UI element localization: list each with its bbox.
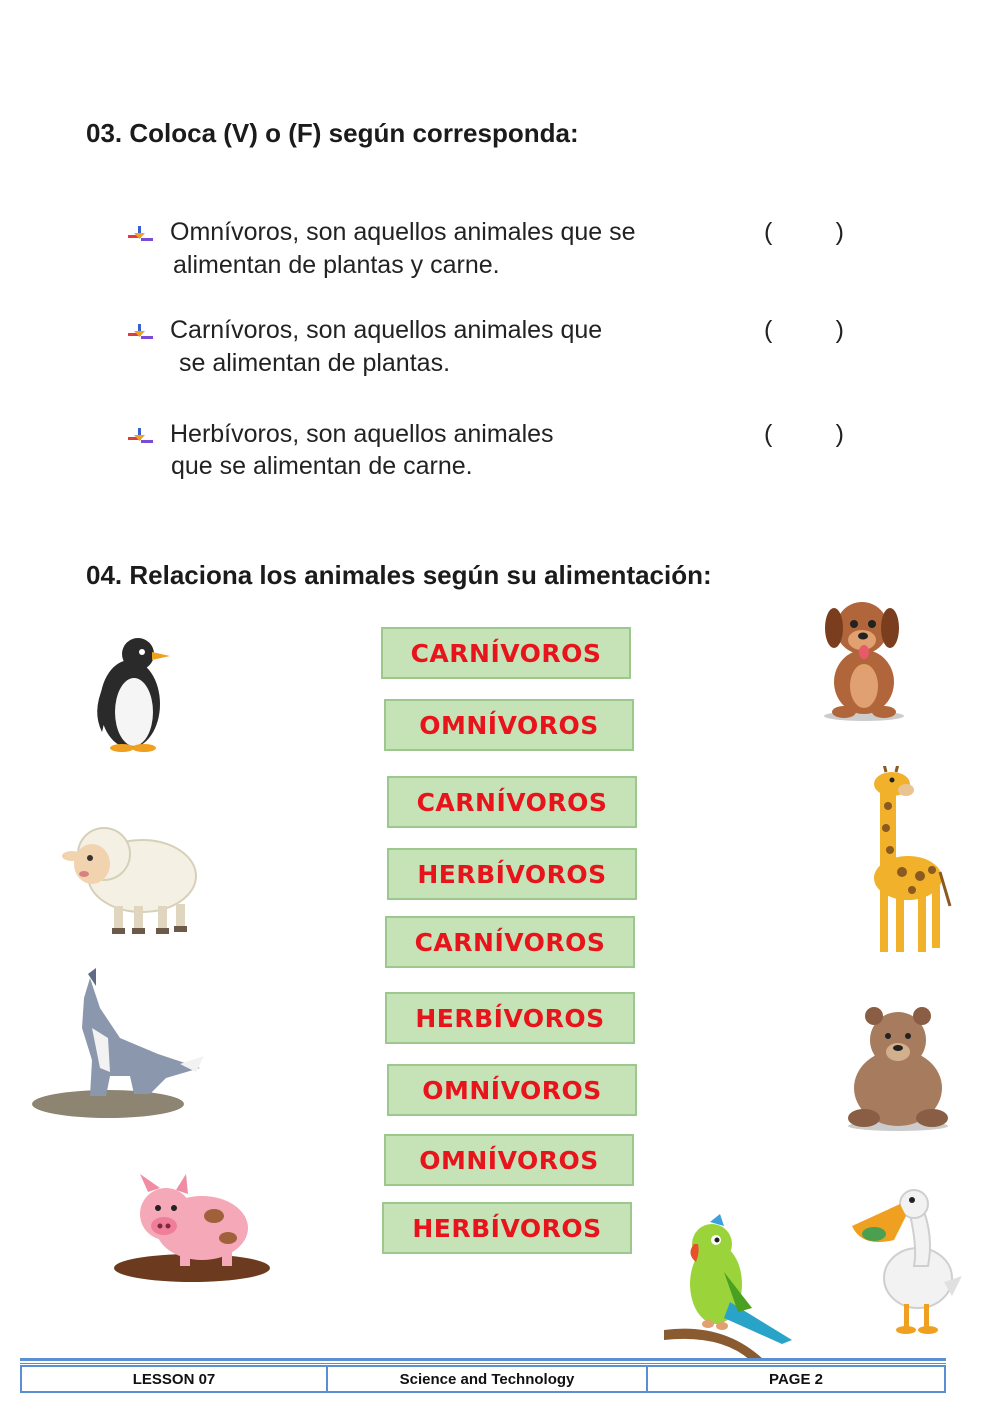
pelican-icon[interactable] (848, 1186, 964, 1338)
bear-icon[interactable] (842, 1002, 954, 1132)
statement-line-1: Herbívoros, son aquellos animales (170, 420, 554, 448)
footer-subject: Science and Technology (326, 1367, 646, 1391)
label-carnivoros-3[interactable]: CARNÍVOROS (385, 916, 635, 968)
footer-page: PAGE 2 (646, 1367, 944, 1391)
parrot-icon[interactable] (664, 1212, 796, 1360)
bullet-arrow-icon (128, 322, 154, 344)
giraffe-icon[interactable] (850, 766, 954, 960)
label-omnivoros-1[interactable]: OMNÍVOROS (384, 699, 634, 751)
label-omnivoros-2[interactable]: OMNÍVOROS (387, 1064, 637, 1116)
answer-blank[interactable]: ( ) (764, 420, 844, 448)
label-omnivoros-3[interactable]: OMNÍVOROS (384, 1134, 634, 1186)
statement-omnivoros (128, 218, 848, 298)
sheep-icon[interactable] (54, 808, 202, 940)
footer-rule (20, 1358, 946, 1361)
statement-line-2: se alimentan de plantas. (179, 349, 451, 377)
label-herbivoros-3[interactable]: HERBÍVOROS (382, 1202, 632, 1254)
label-herbivoros-2[interactable]: HERBÍVOROS (385, 992, 635, 1044)
bullet-arrow-icon (128, 224, 154, 246)
footer-rule-thin (20, 1363, 946, 1364)
statement-line-2: alimentan de plantas y carne. (173, 251, 500, 279)
footer-lesson: LESSON 07 (132, 1370, 216, 1388)
dog-icon[interactable] (818, 594, 910, 722)
pig-icon[interactable] (110, 1172, 272, 1284)
bullet-arrow-icon (128, 426, 154, 448)
label-carnivoros-1[interactable]: CARNÍVOROS (381, 627, 631, 679)
statement-line-1: Carnívoros, son aquellos animales que (170, 316, 603, 344)
footer-table (20, 1365, 946, 1393)
section-3-heading: 03. Coloca (V) o (F) según corresponda: (86, 118, 579, 148)
statement-herbivoros (128, 420, 848, 500)
label-carnivoros-2[interactable]: CARNÍVOROS (387, 776, 637, 828)
statement-line-2: que se alimentan de carne. (171, 452, 473, 480)
section-4-heading: 04. Relaciona los animales según su alimentación: (86, 560, 712, 590)
answer-blank[interactable]: ( ) (764, 218, 844, 246)
statement-carnivoros (128, 316, 848, 396)
label-herbivoros-1[interactable]: HERBÍVOROS (387, 848, 637, 900)
statement-line-1: Omnívoros, son aquellos animales que se (170, 218, 636, 246)
wolf-icon[interactable] (30, 968, 206, 1120)
answer-blank[interactable]: ( ) (764, 316, 844, 344)
penguin-icon[interactable] (88, 632, 178, 754)
